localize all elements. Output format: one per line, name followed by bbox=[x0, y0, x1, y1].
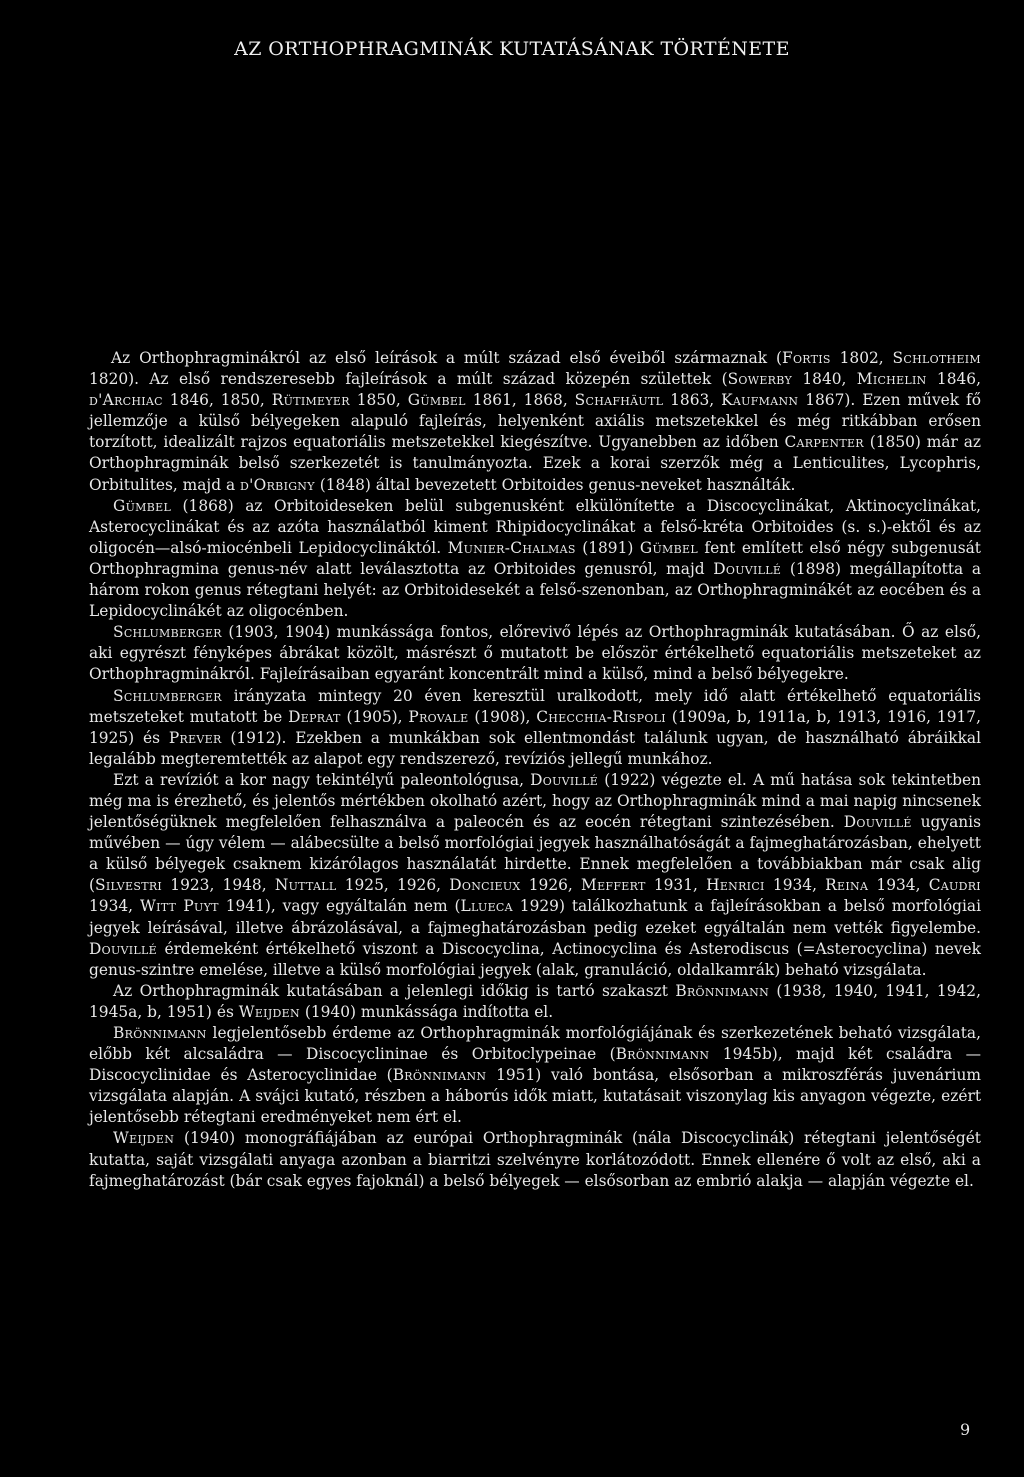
text-run: (1903, 1904) munkássága fontos, előrevivő lépés az Orthophragminák kutatásában. Ő az első, aki egyrészt fényképes ábrákat közölt, másrészt ő mutatott be először értékelhető equatoriális metszeteket az Orthophragminákról. Fajleírásaiban egyaránt koncentrált mind a külső, mind a belső bélyegekre. bbox=[89, 623, 981, 684]
author-name: Schlumberger bbox=[113, 686, 222, 705]
text-run: 1929) találkozhatunk a fajleírásokban a belső morfológiai jegyek leírásával, illetve ábrázolásával, a fajmeghatározásban pedig ezeket egyáltalán nem vették figyelembe. bbox=[89, 897, 982, 937]
author-name: Llueca bbox=[460, 897, 513, 916]
text-run: (1922) végezte el. A mű hatása sok tekintetben még ma is érezhető, és jelentős mértékben okolható azért, hogy az Orthophragminák mind a mai napig nincsenek jelentőségüknek megfelelően felhasználva a paleocén és az eocén rétegtani szintezésében. bbox=[89, 770, 981, 832]
author-name: Deprat bbox=[288, 707, 341, 726]
author-name: Meffert bbox=[581, 876, 646, 895]
author-name: Silvestri bbox=[95, 876, 163, 895]
text-run: (1940) monográfiájában az európai Orthophragminák (nála Discocyclinák) rétegtani jelentőségét kutatta, saját vizsgálati anyaga azonban a biarritzi szelvényre korlátozódott. Ennek ellenére ő volt az első, aki a fajmeghatározást (bár csak egyes fajoknál) a belső bélyegek — elsősorban az embrió alakja — alapján végezte el. bbox=[89, 1129, 981, 1190]
text-run: (1912). Ezekben a munkákban sok ellentmondást találunk ugyan, de használható ábráikkal legalább megteremtették az alapot egy rendszerező, revíziós jellegű munkához. bbox=[89, 728, 981, 768]
author-name: Carpenter bbox=[784, 433, 864, 452]
text-run: 1934, bbox=[764, 876, 826, 895]
text-run: 1867). Ezen művek fő jellemzője a külső bélyegeken alapuló fajleírás, helyenként axiális metszetekkel és még ritkábban erősen torzított, idealizált rajzos equatoriális metszetekkel kiegészítve. Ugyanebben az időben bbox=[89, 391, 981, 452]
text-run: (1940) munkássága indította el. bbox=[299, 1002, 554, 1021]
page-number: 9 bbox=[960, 1420, 971, 1439]
author-name: Prever bbox=[168, 728, 222, 747]
author-name: Reina bbox=[825, 876, 869, 895]
author-name: Brönnimann bbox=[113, 1024, 207, 1042]
text-run: irányzata mintegy 20 éven keresztül uralkodott, mely idő alatt értékelhető equatoriális metszeteket mutatott be bbox=[89, 686, 981, 726]
text-run: 1802, bbox=[830, 349, 893, 367]
paragraph-6 bbox=[89, 981, 981, 1023]
author-name: Sowerby bbox=[727, 370, 793, 389]
text-run: (1938, 1940, 1941, 1942, 1945a, b, 1951) és bbox=[89, 981, 981, 1021]
author-name: Caudri bbox=[928, 876, 981, 895]
author-name: Munier-Chalmas bbox=[447, 538, 576, 557]
text-run: 1925, 1926, bbox=[336, 876, 450, 895]
author-name: Weijden bbox=[113, 1129, 175, 1148]
text-run: Ezt a revíziót a kor nagy tekintélyű paleontológusa, bbox=[113, 770, 531, 789]
text-run: (1898) megállapította a három rokon genus rétegtani helyét: az Orbitoidesekét a felső-szenonban, az Orthophragminákét az eocében és a Lepidocyclinákét az oligocénben. bbox=[89, 559, 981, 621]
text-run: 1934, bbox=[89, 897, 140, 916]
text-run: 1850, bbox=[349, 391, 408, 410]
text-run: Az Orthophragminákról az első leírások a múlt század első éveiből származnak ( bbox=[111, 349, 782, 367]
author-name: Rütimeyer bbox=[271, 391, 350, 410]
author-name: Checchia-Rispoli bbox=[536, 707, 666, 726]
text-run: 1926, bbox=[520, 876, 582, 895]
author-name: Gümbel bbox=[639, 538, 698, 557]
paragraph-4 bbox=[89, 686, 981, 770]
text-run: (1848) által bevezetett Orbitoides genus-neveket használták. bbox=[314, 475, 796, 494]
text-run: 1941), vagy egyáltalán nem ( bbox=[218, 897, 461, 916]
text-run: (1909a, b, 1911a, b, 1913, 1916, 1917, 1925) és bbox=[89, 707, 981, 747]
author-name: Schafhäutl bbox=[574, 391, 664, 410]
paragraph-7 bbox=[89, 1023, 981, 1128]
text-run: 1820). Az első rendszeresebb fajleírások a múlt század közepén születtek ( bbox=[89, 370, 728, 389]
author-name: Gümbel bbox=[407, 391, 466, 410]
author-name: d'Orbigny bbox=[240, 475, 315, 494]
text-run: 1934, bbox=[868, 876, 929, 895]
author-name: Brönnimann bbox=[675, 981, 769, 1000]
author-name: Schlotheim bbox=[892, 349, 981, 367]
author-name: Douvillé bbox=[89, 939, 157, 958]
running-head: AZ ORTHOPHRAGMINÁK KUTATÁSÁNAK TÖRTÉNETE bbox=[234, 38, 790, 60]
text-run: érdemeként értékelhető viszont a Discocyclina, Actinocyclina és Asterodiscus (=Asterocyclina) nevek genus-szintre emelése, illetve a külső morfológiai jegyek (alak, granuláció, oldalkamrák) beható vizsgálata. bbox=[89, 939, 981, 979]
author-name: Doncieux bbox=[449, 876, 521, 895]
text-run: 1846, 1850, bbox=[162, 391, 272, 410]
author-name: Brönnimann bbox=[615, 1045, 710, 1064]
text-run: 1931, bbox=[645, 876, 707, 895]
author-name: Brönnimann bbox=[392, 1066, 487, 1085]
author-name: Douvillé bbox=[843, 813, 912, 832]
text-run: 1861, 1868, bbox=[465, 391, 575, 410]
author-name: Fortis bbox=[781, 349, 831, 367]
body-text bbox=[89, 348, 981, 1192]
author-name: Gümbel bbox=[113, 496, 172, 515]
paragraph-1 bbox=[89, 348, 981, 496]
text-run: legjelentősebb érdeme az Orthophragminák morfológiájának és szerkezetének beható vizsgálata, előbb két alcsaládra — Discocyclininae és Orbitoclypeinae ( bbox=[89, 1024, 981, 1064]
author-name: Douvillé bbox=[530, 770, 599, 789]
author-name: Douvillé bbox=[713, 559, 782, 578]
text-run: (1868) az Orbitoideseken belül subgenusként elkülönítette a Discocyclinákat, Aktinocyclinákat, Asterocyclinákat és az azóta használatból kiment Rhipidocyclinákat a felső-kréta Orbitoides (s. s.)-ektől és az oligocén—alsó-miocénbeli Lepidocyclináktól. bbox=[89, 496, 981, 557]
text-run: 1846, bbox=[926, 370, 981, 389]
author-name: Kaufmann bbox=[721, 391, 799, 410]
text-run: Az Orthophragminák kutatásában a jelenlegi időkig is tartó szakaszt bbox=[113, 981, 676, 1000]
paragraph-3 bbox=[89, 622, 981, 685]
text-run: (1908), bbox=[468, 707, 537, 726]
paragraph-8 bbox=[89, 1128, 981, 1191]
paragraph-5 bbox=[89, 770, 981, 981]
text-run: 1840, bbox=[792, 370, 857, 389]
author-name: Schlumberger bbox=[113, 623, 222, 642]
author-name: Weijden bbox=[238, 1002, 300, 1021]
text-run: (1905), bbox=[340, 707, 409, 726]
author-name: Michelin bbox=[856, 370, 927, 389]
text-run: 1951) való bontása, elsősorban a mikroszférás juvenárium vizsgálata alapján. A svájci kutató, részben a háborús idők miatt, kutatásait viszonylag kis anyagon végezte, ezért jelentősebb rétegtani eredményeket nem ért el. bbox=[89, 1066, 981, 1127]
author-name: Witt Puyt bbox=[139, 897, 219, 916]
text-run: 1923, 1948, bbox=[162, 876, 275, 895]
text-run: ugyanis művében — úgy vélem — alábecsülte a belső morfológiai jegyek használhatóságát a fajmeghatározásban, ehelyett a külső bélyegek csaknem kizárólagos használatát hirdette. Ennek megfelelően a továbbiakban már csak alig ( bbox=[89, 813, 982, 895]
author-name: d'Archiac bbox=[89, 391, 163, 410]
text-run: fent említett első négy subgenusát Orthophragmina genus-név alatt leválasztotta az Orbitoides genusról, majd bbox=[89, 538, 981, 578]
text-run: (1850) már az Orthophragminák belső szerkezetét is tanulmányozta. Ezek a korai szerzők még a Lenticulites, Lycophris, Orbitulites, majd a bbox=[89, 433, 982, 494]
text-run: (1891) bbox=[575, 538, 640, 557]
author-name: Provale bbox=[408, 707, 469, 726]
author-name: Henrici bbox=[706, 876, 765, 895]
text-run: 1945b), majd két családra — Discocyclinidae és Asterocyclinidae ( bbox=[89, 1045, 981, 1085]
paragraph-2 bbox=[89, 496, 981, 623]
author-name: Nuttall bbox=[274, 876, 337, 895]
text-run: 1863, bbox=[663, 391, 722, 410]
